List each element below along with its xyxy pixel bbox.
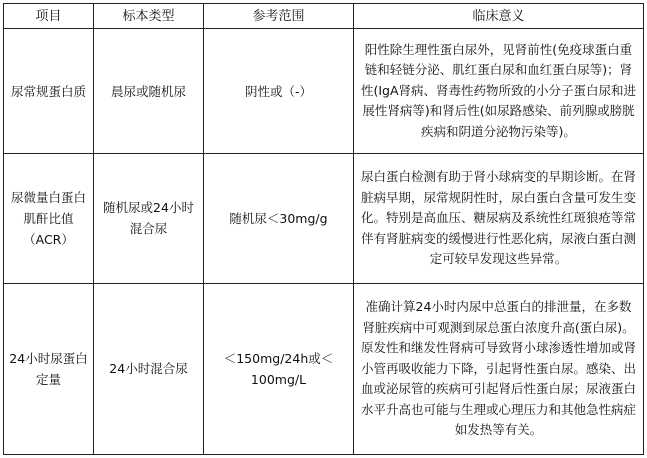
table-row — [4, 154, 644, 283]
cell-item: 24小时尿蛋白定量 — [4, 283, 94, 454]
cell-specimen: 24小时混合尿 — [94, 283, 204, 454]
cell-reference: ＜150mg/24h或＜100mg/L — [204, 283, 354, 454]
table-row — [4, 283, 644, 454]
protein-test-table — [3, 3, 644, 455]
header-clinical-meaning: 临床意义 — [354, 4, 644, 29]
header-row — [4, 4, 644, 29]
header-item: 项目 — [4, 4, 94, 29]
cell-meaning: 尿白蛋白检测有助于肾小球病变的早期诊断。在肾脏病早期，尿常规阴性时，尿白蛋白含量可发生变化。特别是高血压、糖尿病及系统性红斑狼疮等常伴有肾脏病变的缓慢进行性恶化病，尿液白蛋白测定可较早发现这些异常。 — [354, 154, 644, 283]
header-specimen-type: 标本类型 — [94, 4, 204, 29]
cell-meaning: 阳性除生理性蛋白尿外，见肾前性(免疫球蛋白重链和轻链分泌、肌红蛋白尿和血红蛋白尿等)；肾性(IgA肾病、肾毒性药物所致的小分子蛋白尿和进展性肾病等)和肾后性(如尿路感染、前列腺或膀胱疾病和阴道分泌物污染等)。 — [354, 29, 644, 154]
header-reference-range: 参考范围 — [204, 4, 354, 29]
cell-item: 尿微量白蛋白肌酐比值（ACR） — [4, 154, 94, 283]
cell-reference: 随机尿＜30mg/g — [204, 154, 354, 283]
cell-reference: 阴性或（-） — [204, 29, 354, 154]
table-row — [4, 29, 644, 154]
cell-meaning: 准确计算24小时内尿中总蛋白的排泄量，在多数肾脏疾病中可观测到尿总蛋白浓度升高(蛋白尿)。原发性和继发性肾病可导致肾小球渗透性增加或肾小管再吸收能力下降，引起肾性蛋白尿。感染、出血或泌尿管的疾病可引起肾后性蛋白尿；尿液蛋白水平升高也可能与生理或心理压力和其他急性病症如发热等有关。 — [354, 283, 644, 454]
cell-specimen: 随机尿或24小时混合尿 — [94, 154, 204, 283]
cell-item: 尿常规蛋白质 — [4, 29, 94, 154]
cell-specimen: 晨尿或随机尿 — [94, 29, 204, 154]
